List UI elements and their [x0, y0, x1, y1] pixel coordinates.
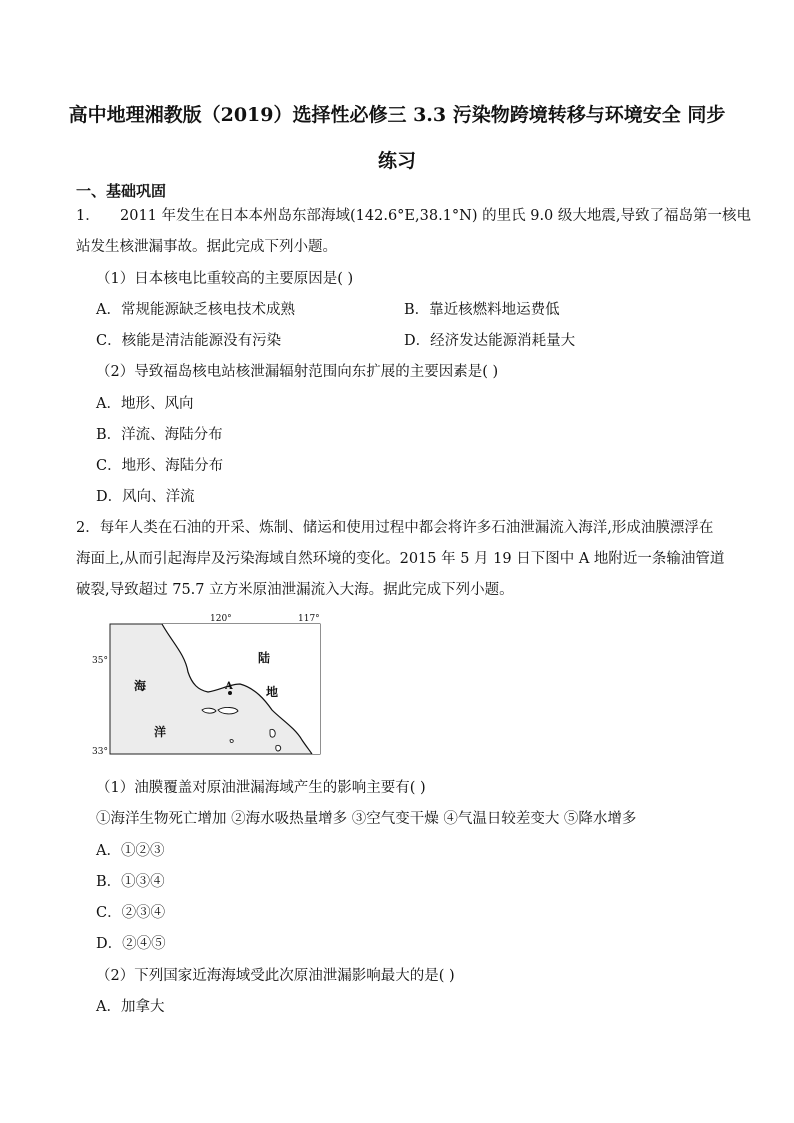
island-5 [230, 740, 233, 743]
question-2-stem-line-1 [76, 518, 713, 538]
q1-sub2-option-d[interactable]: D．风向、洋流 [96, 489, 195, 505]
q2-sub2-option-a[interactable]: A．加拿大 [96, 999, 165, 1015]
q1-sub1-stem: （1）日本核电比重较高的主要原因是( ) [96, 271, 354, 287]
q1-sub2-stem: （2）导致福岛核电站核泄漏辐射范围向东扩展的主要因素是( ) [96, 364, 499, 380]
map-label-land-2: 地 [266, 685, 279, 699]
map-label-land-1: 陆 [258, 651, 271, 665]
question-2-stem-line-3: 破裂,导致超过 75.7 立方米原油泄漏流入大海。据此完成下列小题。 [76, 582, 514, 598]
lat-label-33: 33° [92, 747, 108, 757]
question-1-text: 2011 年发生在日本本州岛东部海域(142.6°E,38.1°N) 的里氏 9.0 级大地震,导致了福岛第一核电 [120, 208, 751, 224]
q2-sub1-option-b[interactable]: B．①③④ [96, 874, 165, 890]
question-1-stem-line-1 [76, 206, 751, 226]
q2-sub1-option-c[interactable]: C．②③④ [96, 905, 166, 921]
question-2-number: 2． [76, 520, 100, 536]
lat-label-35: 35° [92, 656, 108, 666]
map-label-sea-1: 海 [134, 679, 147, 693]
question-1-number: 1． [76, 208, 100, 224]
map-label-sea-2: 洋 [154, 725, 167, 739]
q2-sub1-option-a[interactable]: A．①②③ [96, 843, 165, 859]
q1-sub2-option-b[interactable]: B．洋流、海陆分布 [96, 427, 223, 443]
question-2-text: 每年人类在石油的开采、炼制、储运和使用过程中都会将许多石油泄漏流入海洋,形成油膜漂浮在 [99, 520, 714, 536]
map-label-point-a: A [225, 681, 233, 692]
title-line-2: 练习 [377, 150, 416, 172]
coastline-map [90, 612, 330, 758]
q1-sub1-option-b[interactable]: B．靠近核燃料地运费低 [404, 302, 560, 318]
q1-sub1-option-d[interactable]: D．经济发达能源消耗量大 [404, 333, 576, 349]
title-line-1: 高中地理湘教版（2019）选择性必修三 3.3 污染物跨境转移与环境安全 同步 [68, 104, 726, 126]
island-4 [276, 745, 281, 751]
document-title [0, 100, 794, 176]
q2-sub1-stem: （1）油膜覆盖对原油泄漏海域产生的影响主要有( ) [96, 780, 426, 796]
q2-sub1-statements: ①海洋生物死亡增加 ②海水吸热量增多 ③空气变干燥 ④气温日较差变大 ⑤降水增多 [96, 811, 637, 827]
question-2-stem-line-2: 海面上,从而引起海岸及污染海域自然环境的变化。2015 年 5 月 19 日下图中 A 地附近一条输油管道 [76, 551, 725, 567]
section-heading: 一、基础巩固 [76, 182, 167, 200]
q1-sub1-option-c[interactable]: C．核能是清洁能源没有污染 [96, 333, 282, 349]
q1-sub1-option-a[interactable]: A．常规能源缺乏核电技术成熟 [96, 302, 295, 318]
island-3 [270, 729, 275, 737]
lon-label-117: 117° [298, 614, 320, 624]
q2-sub2-stem: （2）下列国家近海海域受此次原油泄漏影响最大的是( ) [96, 968, 455, 984]
lon-label-120: 120° [210, 614, 232, 624]
q2-sub1-option-d[interactable]: D．②④⑤ [96, 936, 166, 952]
question-1-stem-line-2: 站发生核泄漏事故。据此完成下列小题。 [76, 239, 337, 255]
q1-sub2-option-a[interactable]: A．地形、风向 [96, 396, 194, 412]
q1-sub2-option-c[interactable]: C．地形、海陆分布 [96, 458, 224, 474]
